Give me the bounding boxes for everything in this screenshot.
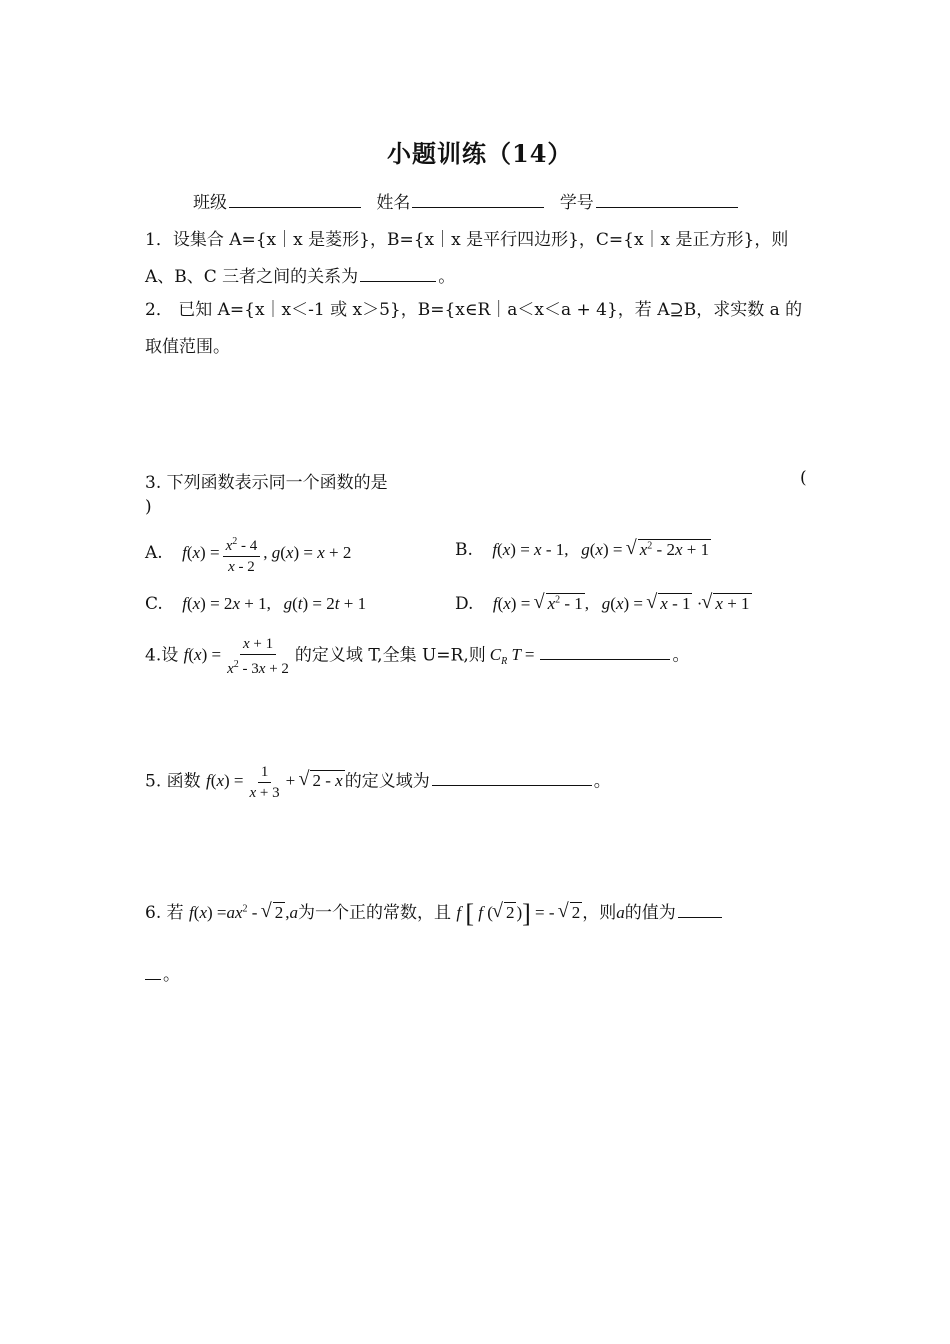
q1-line2-text: A、B、C 三者之间的关系为 xyxy=(145,267,359,287)
q6-formula: $f(x) =ax^2$ - √ 2 ,a xyxy=(189,903,298,922)
q1-line1: 1．设集合 A={x｜x 是菱形}，B={x｜x 是平行四边形}，C={x｜x 是正方形}，则 xyxy=(145,230,789,250)
q3-option-a xyxy=(145,532,351,577)
class-label: 班级 xyxy=(193,193,227,213)
q5-pre: 5. 函数 xyxy=(145,771,201,792)
option-d-label: D. xyxy=(455,594,474,614)
q6-condition: f [ f (√ 2 )] = - √ 2 xyxy=(456,903,582,922)
q3-option-d xyxy=(455,594,752,614)
q6-mid3: 的值为 xyxy=(624,903,676,923)
q6-answer-blank-part1[interactable] xyxy=(678,901,722,918)
option-b-label: B. xyxy=(455,540,473,560)
q4-pre: 4.设 xyxy=(145,645,179,666)
id-label: 学号 xyxy=(559,193,594,213)
id-blank[interactable] xyxy=(596,191,738,208)
q6-mid2: ，则 xyxy=(582,903,617,923)
student-info-row xyxy=(193,188,740,213)
page-title: 小题训练（14） xyxy=(387,139,573,168)
q3-paren-close: ) xyxy=(145,497,152,517)
q6-post: 。 xyxy=(163,965,180,985)
q1-line2 xyxy=(145,262,455,287)
q6-pre: 6. 若 xyxy=(145,903,184,923)
q6-answer-blank-part2[interactable] xyxy=(145,963,161,980)
q4-mid: 的定义域 T,全集 U=R,则 xyxy=(294,645,486,666)
q4-answer-blank[interactable] xyxy=(540,643,670,660)
option-c-formula: f(x) = 2x + 1, g(t) = 2t + 1 xyxy=(182,594,367,613)
q5-answer-blank[interactable] xyxy=(432,769,592,786)
q5-post: 。 xyxy=(593,771,611,792)
q3-option-b xyxy=(455,540,711,560)
q5-formula: f(x) = $\frac{1}{x + 3}$ + √ 2 - x xyxy=(206,771,345,790)
q4-complement: $C_R$ T = xyxy=(489,645,535,668)
q3-paren-open: ( xyxy=(800,468,807,488)
q5-mid: 的定义域为 xyxy=(344,771,430,792)
class-blank[interactable] xyxy=(229,191,361,208)
q3-stem: 3. 下列函数表示同一个函数的是 xyxy=(145,473,388,493)
q3-option-c xyxy=(145,594,366,614)
option-a-label: A. xyxy=(145,543,163,564)
q2-line1: 2． 已知 A={x｜x＜-1 或 x＞5}，B={x∈R｜a＜x＜a + 4}，若 A⊇B，求实数 a 的 xyxy=(145,300,803,320)
q1-line2-end: 。 xyxy=(438,267,456,287)
q6-line2 xyxy=(145,960,180,985)
q6-var-a: a xyxy=(616,903,625,922)
q4-line xyxy=(145,634,689,679)
q4-post: 。 xyxy=(672,645,690,666)
q5-line xyxy=(145,762,611,803)
q6-mid1: 为一个正的常数，且 xyxy=(297,903,451,923)
option-d-formula: f(x) = √ $x^2 - 1$ , g(x) = √ x - 1 ·√ x + 1 xyxy=(493,594,752,613)
q6-line xyxy=(145,898,724,929)
option-b-formula: f(x) = x - 1, g(x) = √ $x^2 - 2x + 1$ xyxy=(492,540,711,559)
option-a-formula: f(x) = $\frac{x^2 - 4}{x - 2}$ , g(x) = x + 2 xyxy=(182,543,351,562)
q2-line2: 取值范围。 xyxy=(145,337,230,357)
q1-answer-blank[interactable] xyxy=(360,265,436,282)
q4-formula: f(x) = $\frac{x + 1}{x^2 - 3x + 2}$ xyxy=(183,636,289,677)
name-label: 姓名 xyxy=(376,193,411,213)
option-c-label: C. xyxy=(145,594,163,614)
name-blank[interactable] xyxy=(412,191,544,208)
